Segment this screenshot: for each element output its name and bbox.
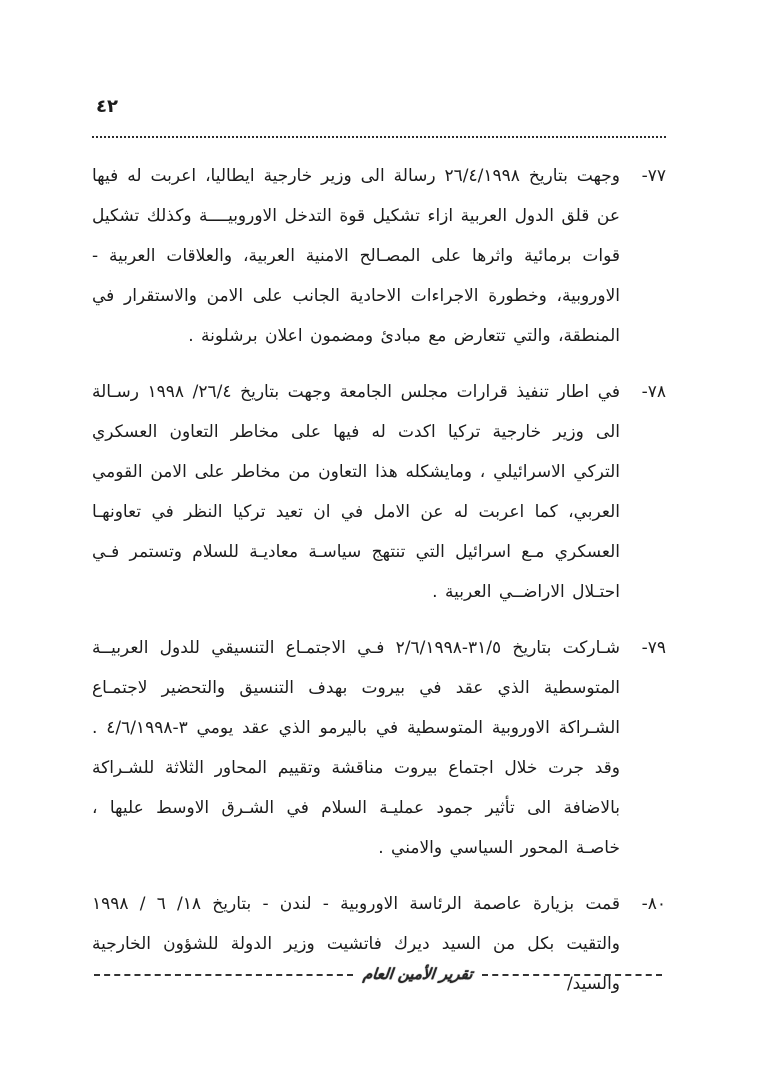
paragraph-text: وجهت بتاريخ ٢٦/٤/١٩٩٨ رسالة الى وزير خارجية ايطاليا، اعربت له فيها عن قلق الدول العربية ازاء تشكيل قوة التدخل الاوروبيــــة وكذلك تشكيل قوات برمائية واثرها على المصـالح الامنية العربية، والعلاقات العربية - الاوروبية، وخطورة الاجراءات الاحادية الجانب على الامن والاستقرار في المنطقة، والتي تتعارض مع مبادئ ومضمون اعلان برشلونة . [92,166,620,346]
paragraph-78 [92,372,666,612]
paragraph-marker: ٨٠- [641,894,666,914]
paragraph-79 [92,628,666,868]
paragraph-text: قمت بزيارة عاصمة الرئاسة الاوروبية - لندن - بتاريخ ١٨/ ٦ / ١٩٩٨ والتقيت بكل من السيد ديرك فاتشيت وزير الدولة للشؤون الخارجية والسيد/ [92,894,621,994]
paragraph-77 [92,156,666,356]
footer-rule-right [94,974,353,976]
page-number: ٤٢ [96,96,118,117]
paragraph-marker: ٧٩- [641,638,666,658]
paragraph-marker: ٧٧- [641,166,666,186]
footer [94,966,662,984]
paragraph-text: في اطار تنفيذ قرارات مجلس الجامعة وجهت بتاريخ ٢٦/٤/ ١٩٩٨ رسـالة الى وزير خارجية تركيا اكدت له فيها على مخاطر التعاون العسكري التركي الاسرائيلي ، ومايشكله هذا التعاون من مخاطر على الامن القومي العربي، كما اعربت له عن الامل في ان تعيد تركيا النظر في تعاونهـا العسكري مـع اسرائيل التي تنتهج سياسـة معاديـة للسلام وتستمر فـي احتـلال الاراضــي العربية . [92,382,621,602]
report-body [92,156,666,1020]
header-rule [92,136,666,138]
footer-stamp: تقرير الأمين العام [361,965,474,983]
paragraph-text: شـاركت بتاريخ ٣١/٥-٢/٦/١٩٩٨ فـي الاجتمـاع التنسيقي للدول العربيــة المتوسطية الذي عقد في بيروت بهدف التنسيق والتحضير لاجتمـاع الشـراكة الاوروبية المتوسطية في باليرمو الذي عقد يومي ٣-٤/٦/١٩٩٨ . وقد جرت خلال اجتماع بيروت مناقشة وتقييم المحاور الثلاثة للشـراكة بالاضافة الى تأثير جمود عمليـة السلام في الشـرق الاوسط عليها ، خاصـة المحور السياسي والامني . [92,638,621,858]
paragraph-marker: ٧٨- [641,382,666,402]
paragraph-80 [92,884,666,1004]
footer-rule-left [482,974,662,976]
